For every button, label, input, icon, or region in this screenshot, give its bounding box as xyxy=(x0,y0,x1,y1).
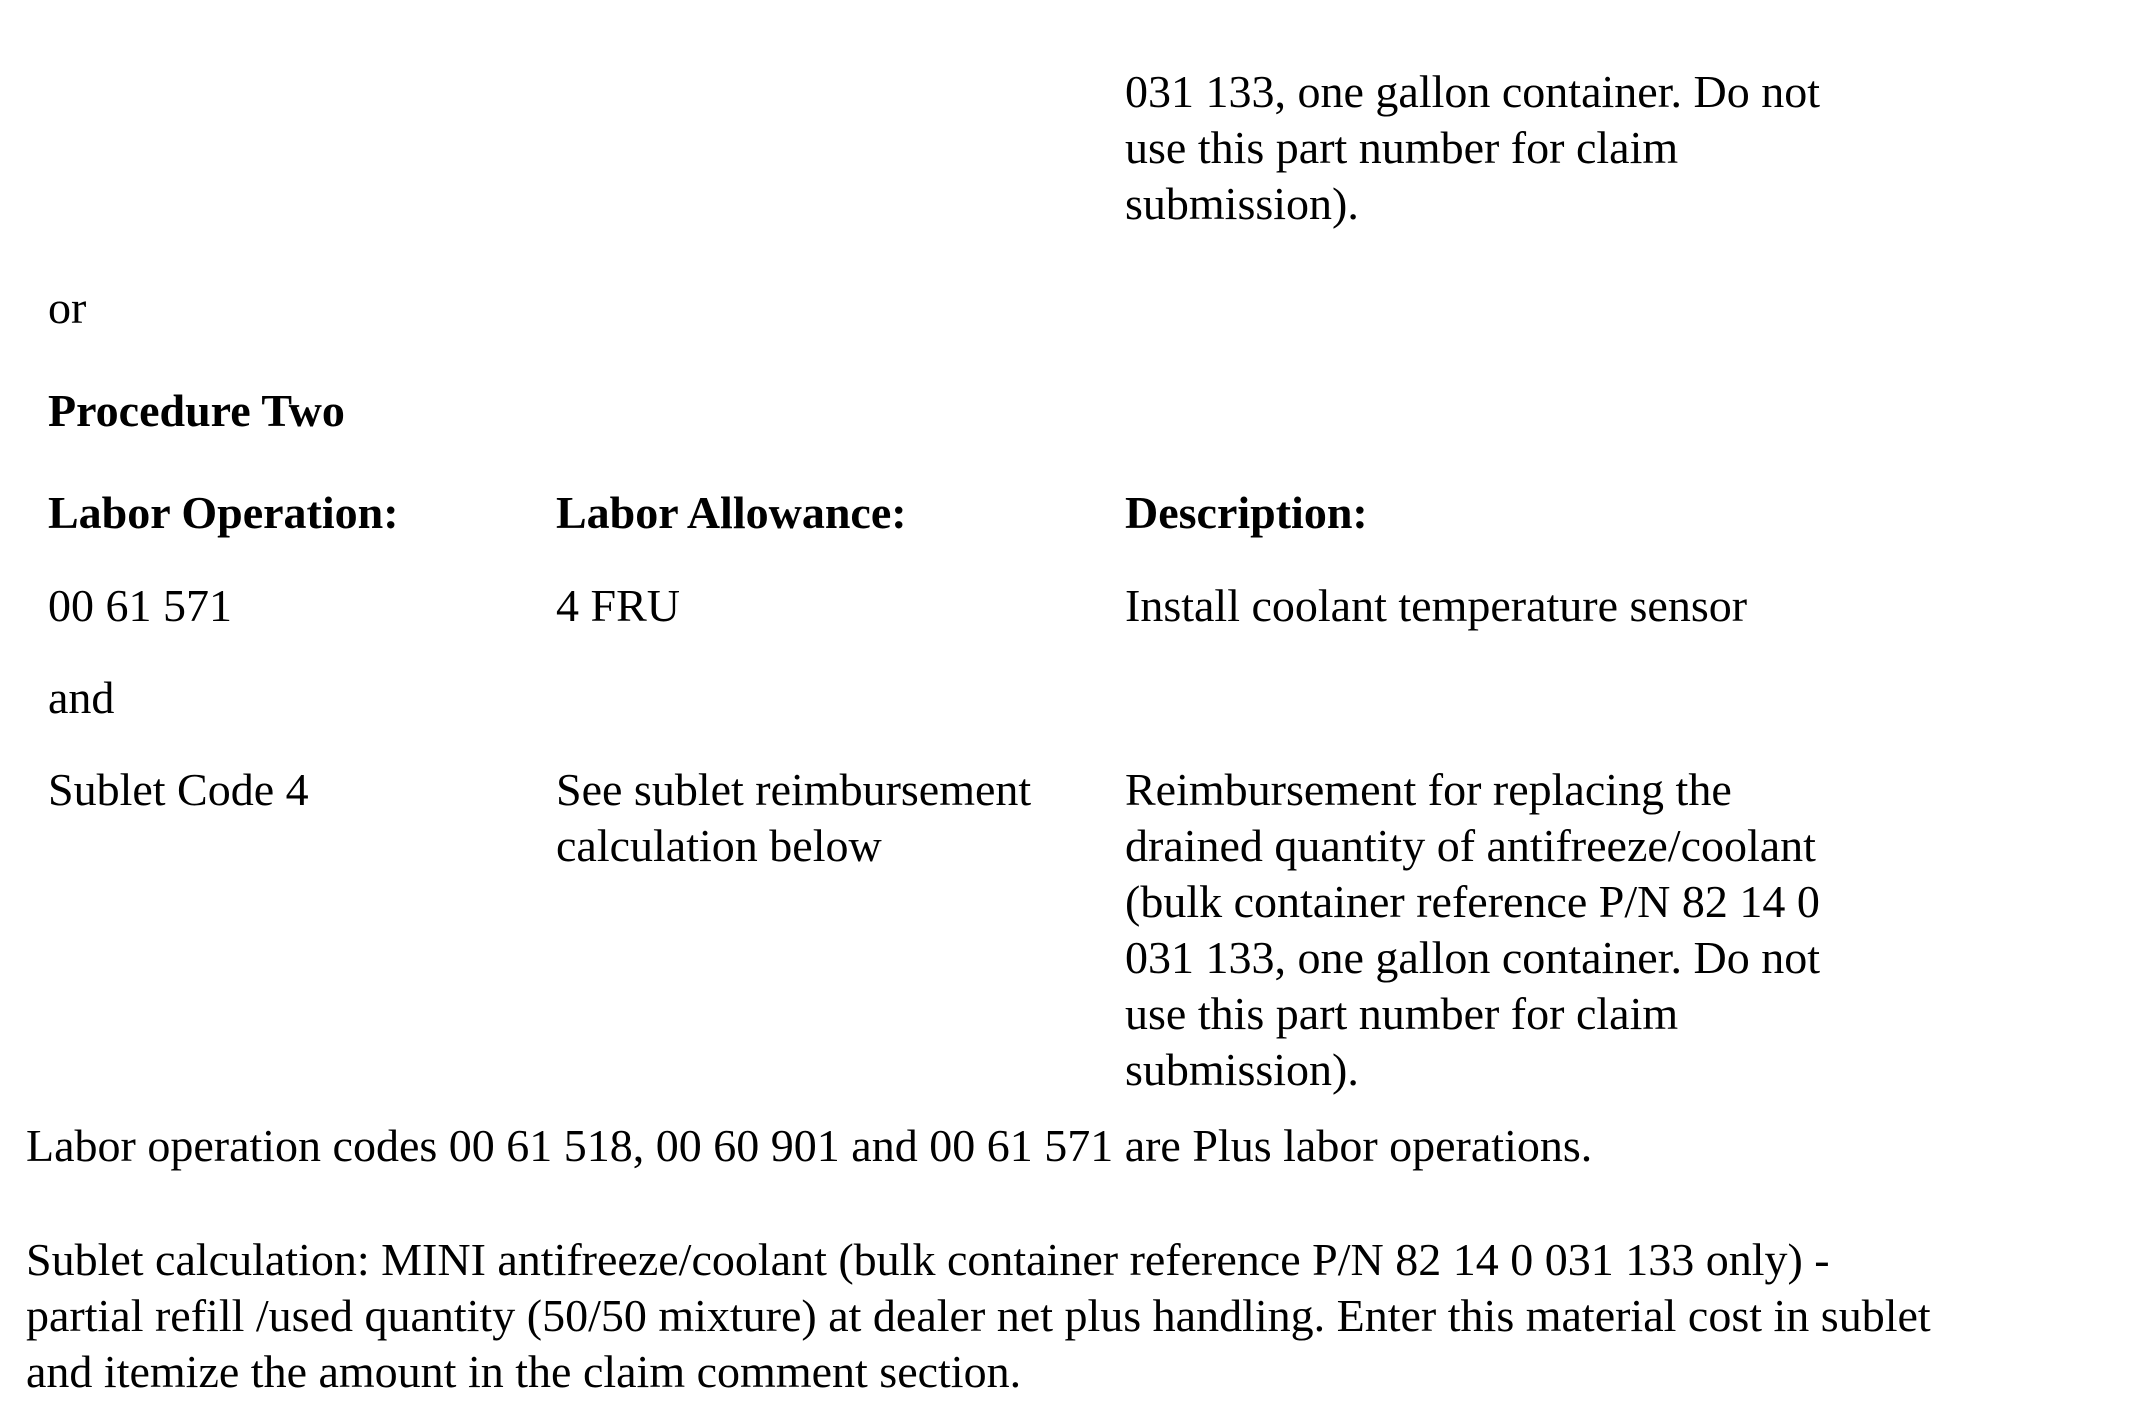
row2-labor-operation: Sublet Code 4 xyxy=(48,764,309,815)
or-separator: or xyxy=(48,282,87,333)
row2-labor-allowance xyxy=(556,762,1031,874)
description-line: drained quantity of antifreeze/coolant xyxy=(1125,820,1816,871)
description-line: submission). xyxy=(1125,1044,1359,1095)
description-line: (bulk container reference P/N 82 14 0 xyxy=(1125,876,1820,927)
header-labor-operation: Labor Operation: xyxy=(48,487,399,538)
description-line: use this part number for claim xyxy=(1125,988,1679,1039)
sublet-calculation-paragraph xyxy=(26,1232,1931,1400)
row1-labor-allowance: 4 FRU xyxy=(556,580,680,631)
header-labor-allowance: Labor Allowance: xyxy=(556,487,907,538)
paragraph-line: and itemize the amount in the claim comment section. xyxy=(26,1346,1022,1397)
procedure-title: Procedure Two xyxy=(48,385,345,436)
and-separator: and xyxy=(48,672,115,723)
description-line: 031 133, one gallon container. Do not xyxy=(1125,66,1820,117)
description-line: 031 133, one gallon container. Do not xyxy=(1125,932,1820,983)
description-line: Reimbursement for replacing the xyxy=(1125,764,1732,815)
allowance-line: calculation below xyxy=(556,820,882,871)
row1-labor-operation: 00 61 571 xyxy=(48,580,232,631)
row2-description xyxy=(1125,762,1820,1098)
paragraph-line: partial refill /used quantity (50/50 mixture) at dealer net plus handling. Enter this material cost in sublet xyxy=(26,1290,1931,1341)
allowance-line: See sublet reimbursement xyxy=(556,764,1032,815)
description-line: use this part number for claim xyxy=(1125,122,1679,173)
plus-labor-note: Labor operation codes 00 61 518, 00 60 901 and 00 61 571 are Plus labor operations. xyxy=(26,1120,1593,1171)
row1-description: Install coolant temperature sensor xyxy=(1125,580,1748,631)
continued-description xyxy=(1125,64,1820,232)
description-line: submission). xyxy=(1125,178,1359,229)
header-description: Description: xyxy=(1125,487,1368,538)
paragraph-line: Sublet calculation: MINI antifreeze/coolant (bulk container reference P/N 82 14 0 031 133 only) - xyxy=(26,1234,1830,1285)
